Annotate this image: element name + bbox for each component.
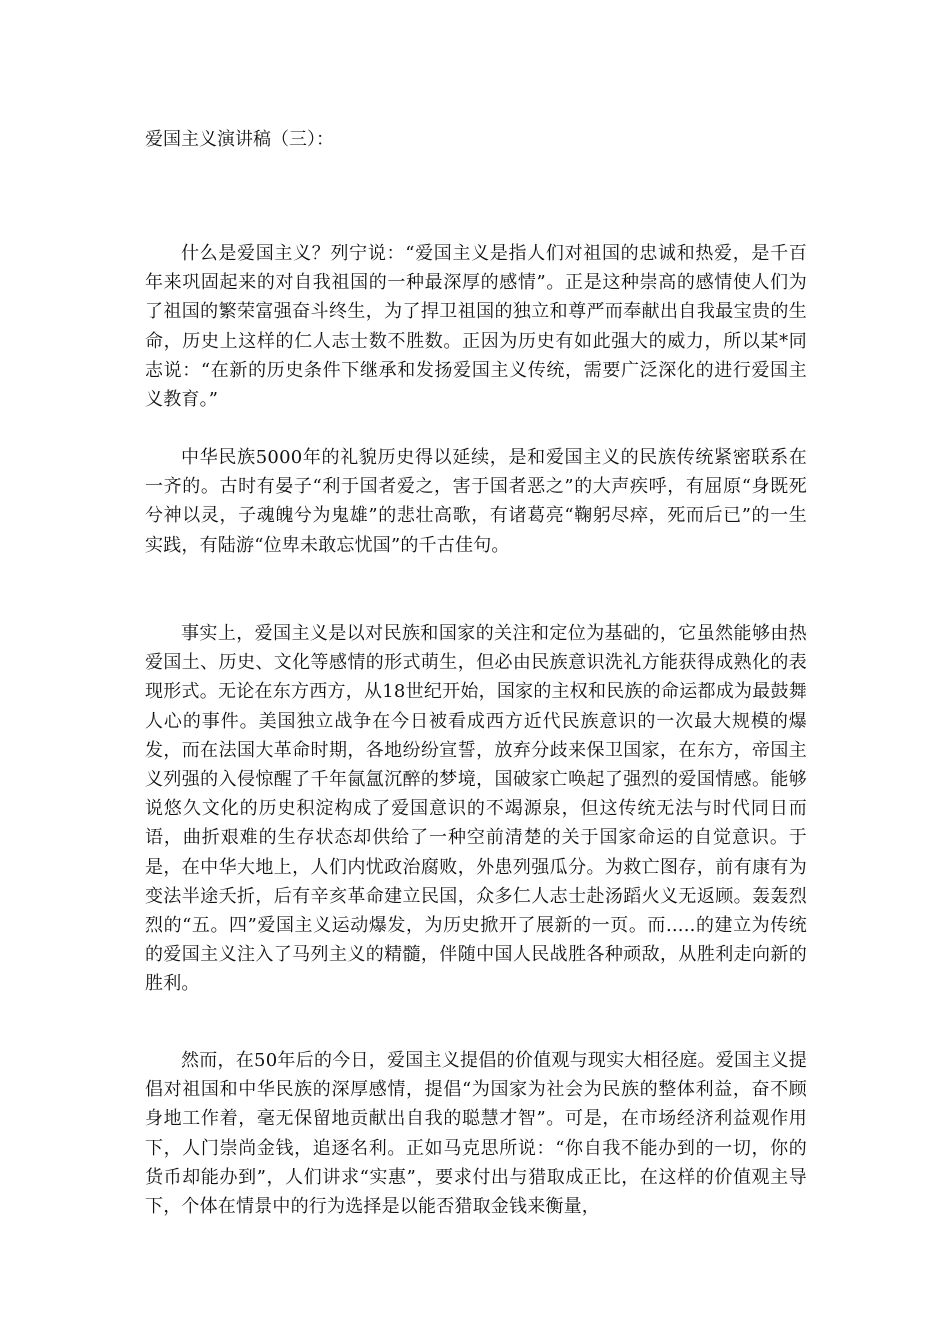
paragraph-chinese-history: 中华民族5000年的礼貌历史得以延续，是和爱国主义的民族传统紧密联系在一齐的。古时有晏子“利于国者爱之，害于国者恶之”的大声疾呼，有屈原“身既死兮神以灵，子魂魄兮为鬼雄”的悲壮高歌，有诸葛亮“鞠躬尽瘁，死而后已”的一生实践，有陆游“位卑未敢忘忧国”的千古佳句。 <box>145 447 807 556</box>
paragraph-modern-values: 然而，在50年后的今日，爱国主义提倡的价值观与现实大相径庭。爱国主义提倡对祖国和中华民族的深厚感情，提倡“为国家为社会为民族的整体利益，奋不顾身地工作着，毫无保留地贡献出自我的聪慧才智”。可是，在市场经济利益观作用下，人门崇尚金钱，追逐名利。正如马克思所说：“你自我不能办到的一切，你的货币却能办到”，人们讲求“实惠”，要求付出与猎取成正比，在这样的价值观主导下，个体在情景中的行为选择是以能否猎取金钱来衡量， <box>145 1050 807 1218</box>
paragraph-what-is-patriotism: 什么是爱国主义？列宁说：“爱国主义是指人们对祖国的忠诚和热爱，是千百年来巩固起来的对自我祖国的一种最深厚的感情”。正是这种崇高的感情使人们为了祖国的繁荣富强奋斗终生，为了捍卫祖国的独立和尊严而奉献出自我最宝贵的生命，历史上这样的仁人志士数不胜数。正因为历史有如此强大的威力，所以某*同志说：“在新的历史条件下继承和发扬爱国主义传统，需要广泛深化的进行爱国主义教育。” <box>145 243 807 411</box>
paragraph-national-consciousness: 事实上，爱国主义是以对民族和国家的关注和定位为基础的，它虽然能够由热爱国土、历史、文化等感情的形式萌生，但必由民族意识洗礼方能获得成熟化的表现形式。无论在东方西方，从18世纪开始，国家的主权和民族的命运都成为最鼓舞人心的事件。美国独立战争在今日被看成西方近代民族意识的一次最大规模的爆发，而在法国大革命时期，各地纷纷宣誓，放弃分歧来保卫国家，在东方，帝国主义列强的入侵惊醒了千年氤氲沉醉的梦境，国破家亡唤起了强烈的爱国情感。能够说悠久文化的历史积淀构成了爱国意识的不竭源泉，但这传统无法与时代同日而语，曲折艰难的生存状态却供给了一种空前清楚的关于国家命运的自觉意识。于是，在中华大地上，人们内忧政治腐败，外患列强瓜分。为救亡图存，前有康有为变法半途夭折，后有辛亥革命建立民国，众多仁人志士赴汤蹈火义无返顾。轰轰烈烈的“五。四”爱国主义运动爆发，为历史掀开了展新的一页。而.....的建立为传统的爱国主义注入了马列主义的精髓，伴随中国人民战胜各种顽敌，从胜利走向新的胜利。 <box>145 623 807 995</box>
document-title: 爱国主义演讲稿（三）： <box>145 129 334 150</box>
